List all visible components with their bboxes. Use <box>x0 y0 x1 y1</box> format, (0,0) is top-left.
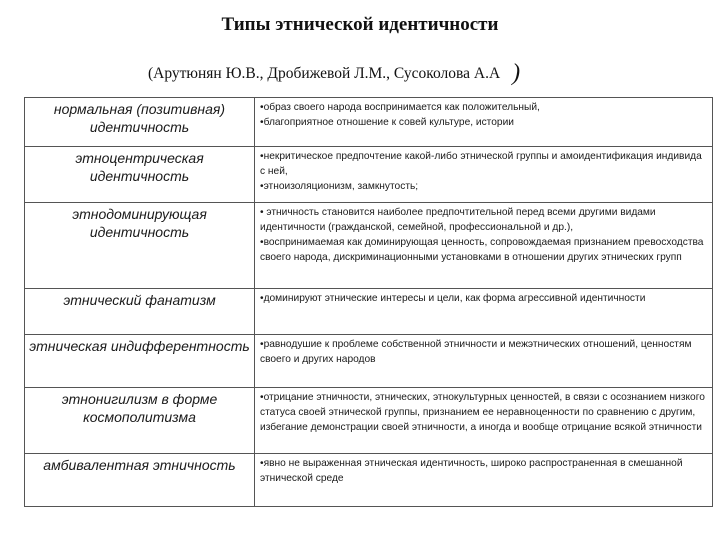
description-point: •доминируют этнические интересы и цели, как форма агрессивной идентичности <box>260 293 646 304</box>
description-point: •воспринимаемая как доминирующая ценность, сопровождаемая признанием превосходства своего народа, дискриминационными установками в отношении других этнических групп <box>260 237 704 263</box>
description-cell <box>255 147 713 203</box>
table-row <box>25 289 713 335</box>
term-cell: этнодоминирующая идентичность <box>25 203 255 289</box>
description-point: •отрицание этничности, этнических, этнокультурных ценностей, в связи с осознанием низкого статуса своей этнической группы, признанием ее неравноценности по сравнению с другим, избегание демонстрации своей этничности, а иногда и вообще отрицание всякой этничности <box>260 392 705 433</box>
table-row <box>25 203 713 289</box>
term-cell: амбивалентная этничность <box>25 454 255 507</box>
table-row <box>25 388 713 454</box>
subtitle-text: (Арутюнян Ю.В., Дробижевой Л.М., Сусоколова А.А <box>148 65 501 82</box>
term-cell: этнический фанатизм <box>25 289 255 335</box>
term-cell: нормальная (позитивная) идентичность <box>25 98 255 147</box>
description-point: •благоприятное отношение к совей культуре, истории <box>260 117 514 128</box>
identity-types-table <box>24 97 713 507</box>
term-cell: этническая индифферентность <box>25 335 255 388</box>
description-point: •некритическое предпочтение какой-либо этнической группы и амоидентификация индивида с ней, <box>260 151 702 177</box>
description-point: •явно не выраженная этническая идентичность, широко распространенная в смешанной этнической среде <box>260 458 683 484</box>
page-title: Типы этнической идентичности <box>221 14 499 35</box>
description-point: • этничность становится наиболее предпочтительной перед всеми другими видами идентичности (гражданской, семейной, профессиональной и др.), <box>260 207 656 233</box>
description-point: •образ своего народа воспринимается как положительный, <box>260 102 540 113</box>
description-point: •равнодушие к проблеме собственной этничности и межэтнических отношений, ценностям своего и других народов <box>260 339 692 365</box>
term-cell: этноцентрическая идентичность <box>25 147 255 203</box>
description-cell <box>255 203 713 289</box>
description-cell <box>255 454 713 507</box>
table-row <box>25 98 713 147</box>
description-point: •этноизоляционизм, замкнутость; <box>260 181 419 192</box>
table-row <box>25 454 713 507</box>
description-cell <box>255 388 713 454</box>
description-cell <box>255 335 713 388</box>
table-row <box>25 335 713 388</box>
description-cell <box>255 98 713 147</box>
subtitle <box>148 58 520 85</box>
description-cell <box>255 289 713 335</box>
term-cell: этнонигилизм в форме космополитизма <box>25 388 255 454</box>
subtitle-close-paren: ) <box>512 60 521 86</box>
table-row <box>25 147 713 203</box>
